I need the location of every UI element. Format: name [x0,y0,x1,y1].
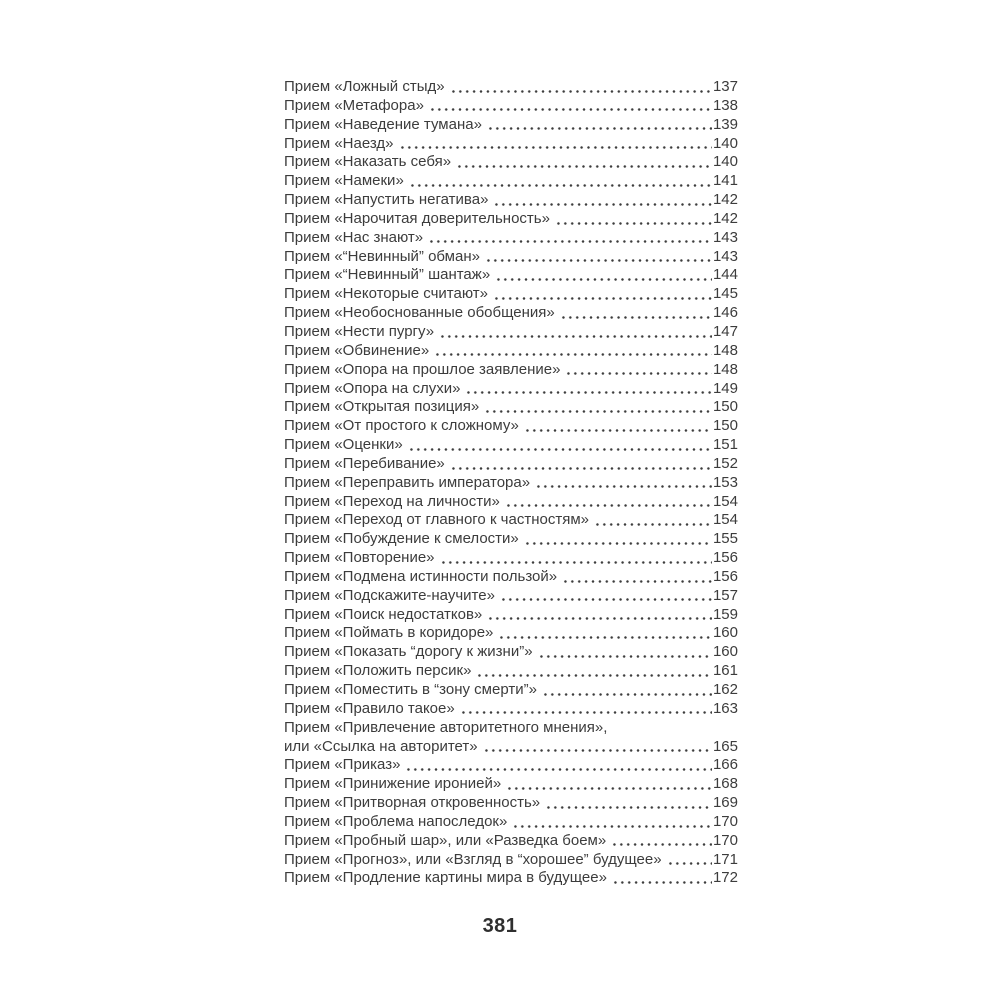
toc-entry-row [284,417,738,436]
toc-entry-title: Прием «Принижение иронией» [284,775,502,793]
toc-entry-title: Прием «Ложный стыд» [284,78,445,95]
toc-entry-title: Прием «Метафора» [284,96,424,114]
dot-leader [483,248,712,267]
toc-entry-title: Прием «Проблема напоследок» [284,812,508,830]
toc-entry-page: 143 [712,228,738,246]
dot-leader [397,135,712,154]
dot-leader [481,738,712,757]
dot-leader [540,681,712,700]
toc-entry-page: 144 [712,266,738,284]
toc-entry-page: 149 [712,379,738,397]
toc-entry-row [284,455,738,474]
toc-entry-row [284,681,738,700]
toc-entry-page: 163 [712,699,738,717]
dot-leader [563,361,712,380]
toc-entry-row [284,493,738,512]
toc-entry-title: Прием «Нести пургу» [284,322,435,340]
page-number: 381 [482,915,518,937]
toc-entry-title: Прием «От простого к сложному» [284,417,519,435]
dot-leader [458,700,712,719]
toc-entry-row [284,530,738,549]
toc-entry-title: Прием «Опора на слухи» [284,379,461,397]
toc-entry-title: Прием «Намеки» [284,172,404,190]
toc-entry-page: 142 [712,191,738,209]
toc-entry-row [284,869,738,888]
toc-entry-page: 141 [712,172,738,190]
toc-entry-page: 148 [712,360,738,378]
dot-leader [610,869,712,888]
toc-entry-page: 156 [712,549,738,567]
toc-entry-page: 166 [712,756,738,774]
toc-entry-page: 165 [712,737,738,755]
toc-entry-page: 151 [712,436,738,454]
toc-entry-page: 155 [712,530,738,548]
toc-entry-row [284,361,738,380]
toc-entry-page: 160 [712,624,738,642]
dot-leader [498,587,712,606]
toc-entry-row [284,116,738,135]
toc-entry-page: 145 [712,285,738,303]
dot-leader [553,210,712,229]
dot-leader [474,662,712,681]
toc-entry-title: Прием «Переход на личности» [284,492,500,510]
dot-leader [503,493,712,512]
toc-entry-title: Прием «Перебивание» [284,454,445,472]
toc-entry-title: Прием «Наезд» [284,134,394,152]
toc-entry-row [284,323,738,342]
toc-entry-row [284,587,738,606]
toc-entry-row [284,304,738,323]
toc-entry-row [284,172,738,191]
dot-leader [496,624,712,643]
toc-entry-row [284,568,738,587]
toc-entry-title: Прием «Приказ» [284,756,401,774]
dot-leader [491,285,712,304]
toc-entry-row [284,398,738,417]
toc-entry-row [284,511,738,530]
dot-leader [522,417,712,436]
toc-entry-page: 159 [712,605,738,623]
toc-entry-title: Прием «Переход от главного к частностям» [284,511,589,529]
toc-entry-row [284,643,738,662]
toc-entry-row [284,380,738,399]
toc-entry-title: Прием «Нас знают» [284,228,424,246]
toc-entry-title: Прием «Привлечение авторитетного мнения», [284,718,608,736]
toc-entry-row [284,342,738,361]
toc-entry-page: 154 [712,511,738,529]
toc-entry-row [284,229,738,248]
toc-entry-row [284,135,738,154]
toc-entry-row [284,738,738,757]
toc-entry-title: Прием «Необоснованные обобщения» [284,304,555,322]
toc-entry-page: 142 [712,209,738,227]
dot-leader [437,323,712,342]
dot-leader [609,832,712,851]
toc-entry-page: 172 [712,869,738,887]
toc-entry-row [284,794,738,813]
toc-entry-title: Прием «Положить персик» [284,662,472,680]
toc-entry-page: 156 [712,567,738,585]
toc-entry-page: 152 [712,454,738,472]
toc-entry-title: Прием «Открытая позиция» [284,398,480,416]
toc-entry-title: Прием «Оценки» [284,436,403,454]
toc-entry-row [284,775,738,794]
toc-entry-title: Прием «“Невинный” обман» [284,247,480,265]
toc-entry-row [284,851,738,870]
toc-entry-title: Прием «Нарочитая доверительность» [284,209,550,227]
table-of-contents [284,78,738,888]
dot-leader [493,266,712,285]
toc-entry-title: Прием «Наведение тумана» [284,115,482,133]
toc-entry-page: 147 [712,322,738,340]
toc-entry-page: 146 [712,304,738,322]
toc-entry-row [284,813,738,832]
toc-entry-page: 170 [712,831,738,849]
toc-entry-title: Прием «Некоторые считают» [284,285,488,303]
toc-entry-row [284,248,738,267]
toc-entry-page: 154 [712,492,738,510]
toc-entry-page: 143 [712,247,738,265]
toc-entry-row [284,191,738,210]
toc-entry-page: 140 [712,134,738,152]
toc-entry-page: 148 [712,341,738,359]
toc-entry-title: Прием «Правило такое» [284,699,455,717]
toc-entry-title: Прием «“Невинный” шантаж» [284,266,491,284]
toc-entry-page: 157 [712,586,738,604]
toc-entry-row [284,719,738,738]
toc-entry-row [284,285,738,304]
toc-entry-title: Прием «Переправить императора» [284,473,531,491]
dot-leader [485,606,712,625]
dot-leader [558,304,712,323]
toc-entry-page: 162 [712,681,738,698]
dot-leader [560,568,712,587]
toc-entry-title: Прием «Опора на прошлое заявление» [284,360,561,378]
toc-entry-page: 138 [712,96,738,114]
toc-entry-row [284,266,738,285]
toc-entry-row [284,153,738,172]
dot-leader [504,775,712,794]
toc-entry-title: Прием «Поместить в “зону смерти”» [284,681,537,698]
toc-entry-title: Прием «Поиск недостатков» [284,605,483,623]
toc-entry-title: Прием «Притворная откровенность» [284,794,541,812]
toc-entry-row [284,210,738,229]
toc-entry-title: Прием «Напустить негатива» [284,191,489,209]
toc-entry-row [284,700,738,719]
dot-leader [407,172,712,191]
toc-entry-title: Прием «Пробный шар», или «Разведка боем» [284,831,607,849]
toc-entry-title: Прием «Продление картины мира в будущее» [284,869,607,887]
dot-leader [536,643,712,662]
dot-leader [427,97,712,116]
toc-entry-title: Прием «Подмена истинности пользой» [284,567,558,585]
dot-leader [463,380,712,399]
dot-leader [426,229,712,248]
dot-leader [406,436,712,455]
toc-entry-title: Прием «Подскажите-научите» [284,586,495,604]
dot-leader [510,813,712,832]
toc-entry-row [284,97,738,116]
dot-leader [485,116,712,135]
toc-entry-row [284,606,738,625]
dot-leader [403,756,712,775]
toc-entry-title: Прием «Прогноз», или «Взгляд в “хорошее” будущее» [284,850,662,868]
toc-entry-title: или «Ссылка на авторитет» [284,737,478,755]
dot-leader [448,455,712,474]
toc-entry-row [284,624,738,643]
toc-entry-row [284,436,738,455]
dot-leader [533,474,712,493]
dot-leader [522,530,712,549]
dot-leader [543,794,712,813]
toc-entry-title: Прием «Повторение» [284,549,435,567]
dot-leader [482,398,712,417]
dot-leader [454,153,712,172]
toc-entry-page: 160 [712,643,738,661]
toc-entry-title: Прием «Обвинение» [284,341,430,359]
toc-entry-title: Прием «Поймать в коридоре» [284,624,494,642]
dot-leader [491,191,712,210]
toc-entry-page: 150 [712,417,738,435]
toc-entry-row [284,832,738,851]
dot-leader [665,851,712,870]
toc-entry-row [284,549,738,568]
toc-entry-page: 161 [712,662,738,680]
dot-leader [592,511,712,530]
toc-entry-title: Прием «Побуждение к смелости» [284,530,519,548]
toc-entry-title: Прием «Показать “дорогу к жизни”» [284,643,533,661]
dot-leader [432,342,712,361]
dot-leader [438,549,712,568]
toc-entry-page: 139 [712,115,738,133]
toc-entry-title: Прием «Наказать себя» [284,153,452,171]
toc-entry-page: 168 [712,775,738,793]
toc-entry-page: 137 [712,78,738,95]
toc-entry-row [284,662,738,681]
toc-entry-page: 169 [712,794,738,812]
toc-entry-page: 170 [712,812,738,830]
toc-entry-row [284,78,738,97]
toc-entry-page: 171 [712,850,738,868]
toc-entry-page: 140 [712,153,738,171]
toc-entry-row [284,474,738,493]
dot-leader [448,78,712,97]
toc-entry-page: 153 [712,473,738,491]
toc-entry-page: 150 [712,398,738,416]
toc-entry-row [284,756,738,775]
